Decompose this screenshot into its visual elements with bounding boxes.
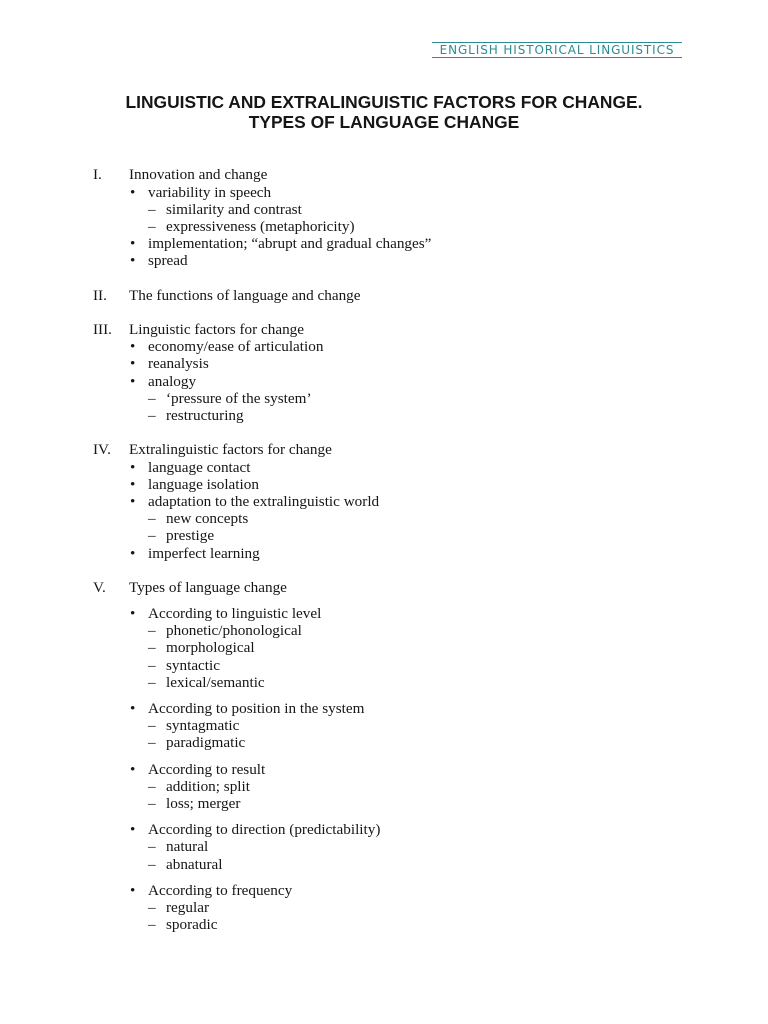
sub-item-text: lexical/semantic bbox=[166, 673, 265, 691]
bullet-item bbox=[0, 459, 768, 476]
bullet-marker: • bbox=[130, 252, 136, 270]
bullet-item-text: implementation; “abrupt and gradual changes” bbox=[148, 235, 432, 253]
sub-item bbox=[0, 390, 768, 407]
bullet-item-text: imperfect learning bbox=[148, 544, 260, 562]
dash-marker: – bbox=[148, 200, 156, 218]
sub-item bbox=[0, 856, 768, 873]
bullet-item bbox=[0, 882, 768, 899]
bullet-item bbox=[0, 700, 768, 717]
sub-item bbox=[0, 510, 768, 527]
section-numeral: I. bbox=[93, 166, 102, 184]
dash-marker: – bbox=[148, 717, 156, 735]
dash-marker: – bbox=[148, 916, 156, 934]
sub-item bbox=[0, 717, 768, 734]
sub-item-text: regular bbox=[166, 898, 210, 916]
dash-marker: – bbox=[148, 855, 156, 873]
bullet-item-text: reanalysis bbox=[148, 355, 209, 373]
sub-item bbox=[0, 218, 768, 235]
bullet-marker: • bbox=[130, 355, 136, 373]
bullet-item bbox=[0, 252, 768, 269]
bullet-item-text: According to result bbox=[148, 760, 266, 778]
sub-item-text: paradigmatic bbox=[166, 734, 246, 752]
section-heading bbox=[0, 579, 768, 596]
sub-item bbox=[0, 778, 768, 795]
bullet-item-text: adaptation to the extralinguistic world bbox=[148, 492, 380, 510]
dash-marker: – bbox=[148, 777, 156, 795]
bullet-marker: • bbox=[130, 458, 136, 476]
section-heading bbox=[0, 166, 768, 183]
sub-item-text: ‘pressure of the system’ bbox=[166, 389, 312, 407]
bullet-item bbox=[0, 355, 768, 372]
section-heading-text: Extralinguistic factors for change bbox=[129, 441, 332, 459]
bullet-item bbox=[0, 821, 768, 838]
sub-item bbox=[0, 201, 768, 218]
section-numeral: V. bbox=[93, 578, 106, 596]
section-heading bbox=[0, 441, 768, 458]
document-title bbox=[0, 92, 768, 132]
bullet-marker: • bbox=[130, 544, 136, 562]
section-numeral: II. bbox=[93, 286, 107, 304]
bullet-group bbox=[0, 700, 768, 752]
bullet-item bbox=[0, 545, 768, 562]
sub-item-text: new concepts bbox=[166, 510, 249, 528]
sub-item-text: sporadic bbox=[166, 916, 218, 934]
bullet-item-text: spread bbox=[148, 252, 188, 270]
sub-item-text: abnatural bbox=[166, 855, 223, 873]
bullet-item-text: According to frequency bbox=[148, 881, 293, 899]
document-title-line-2: TYPES OF LANGUAGE CHANGE bbox=[248, 112, 520, 132]
section-heading bbox=[0, 287, 768, 304]
bullet-item-text: variability in speech bbox=[148, 183, 272, 201]
bullet-item bbox=[0, 235, 768, 252]
bullet-item bbox=[0, 493, 768, 510]
dash-marker: – bbox=[148, 898, 156, 916]
section-v bbox=[0, 579, 768, 933]
bullet-item-text: language contact bbox=[148, 458, 251, 476]
document-title-line-1: LINGUISTIC AND EXTRALINGUISTIC FACTORS FOR CHANGE. bbox=[125, 92, 643, 112]
section-ii bbox=[0, 287, 768, 304]
bullet-item-text: analogy bbox=[148, 372, 197, 390]
dash-marker: – bbox=[148, 656, 156, 674]
sub-item bbox=[0, 734, 768, 751]
dash-marker: – bbox=[148, 217, 156, 235]
section-heading-text: Types of language change bbox=[129, 578, 287, 596]
sub-item-text: addition; split bbox=[166, 777, 250, 795]
running-header-title: ENGLISH HISTORICAL LINGUISTICS bbox=[439, 43, 675, 57]
dash-marker: – bbox=[148, 389, 156, 407]
sub-item-text: morphological bbox=[166, 639, 255, 657]
section-numeral: IV. bbox=[93, 441, 111, 459]
sub-item bbox=[0, 527, 768, 544]
bullet-group bbox=[0, 605, 768, 691]
bullet-item-text: According to linguistic level bbox=[148, 605, 322, 623]
sub-item-text: similarity and contrast bbox=[166, 200, 302, 218]
bullet-marker: • bbox=[130, 235, 136, 253]
section-heading bbox=[0, 321, 768, 338]
bullet-item bbox=[0, 184, 768, 201]
dash-marker: – bbox=[148, 639, 156, 657]
sub-item bbox=[0, 657, 768, 674]
bullet-marker: • bbox=[130, 475, 136, 493]
bullet-marker: • bbox=[130, 183, 136, 201]
dash-marker: – bbox=[148, 407, 156, 425]
bullet-item bbox=[0, 605, 768, 622]
bullet-group bbox=[0, 761, 768, 813]
sub-item bbox=[0, 622, 768, 639]
bullet-group bbox=[0, 882, 768, 934]
bullet-item-text: According to direction (predictability) bbox=[148, 821, 381, 839]
section-iii bbox=[0, 321, 768, 424]
section-numeral: III. bbox=[93, 321, 112, 339]
running-header bbox=[432, 42, 682, 58]
outline bbox=[0, 166, 768, 933]
sub-item bbox=[0, 795, 768, 812]
bullet-item-text: language isolation bbox=[148, 475, 259, 493]
bullet-marker: • bbox=[130, 821, 136, 839]
sub-item bbox=[0, 916, 768, 933]
dash-marker: – bbox=[148, 734, 156, 752]
bullet-marker: • bbox=[130, 760, 136, 778]
sub-item bbox=[0, 639, 768, 656]
bullet-marker: • bbox=[130, 605, 136, 623]
bullet-item-text: economy/ease of articulation bbox=[148, 338, 324, 356]
section-heading-text: The functions of language and change bbox=[129, 286, 361, 304]
sub-item-text: loss; merger bbox=[166, 794, 241, 812]
sub-item bbox=[0, 674, 768, 691]
sub-item bbox=[0, 899, 768, 916]
section-iv bbox=[0, 441, 768, 561]
bullet-item bbox=[0, 338, 768, 355]
bullet-item bbox=[0, 761, 768, 778]
dash-marker: – bbox=[148, 510, 156, 528]
sub-item bbox=[0, 838, 768, 855]
bullet-item bbox=[0, 476, 768, 493]
sub-item-text: syntactic bbox=[166, 656, 220, 674]
sub-item-text: syntagmatic bbox=[166, 717, 240, 735]
bullet-marker: • bbox=[130, 881, 136, 899]
bullet-item bbox=[0, 373, 768, 390]
dash-marker: – bbox=[148, 673, 156, 691]
bullet-marker: • bbox=[130, 338, 136, 356]
dash-marker: – bbox=[148, 838, 156, 856]
dash-marker: – bbox=[148, 794, 156, 812]
dash-marker: – bbox=[148, 527, 156, 545]
bullet-item-text: According to position in the system bbox=[148, 700, 365, 718]
dash-marker: – bbox=[148, 622, 156, 640]
section-heading-text: Linguistic factors for change bbox=[129, 321, 305, 339]
bullet-marker: • bbox=[130, 372, 136, 390]
sub-item-text: phonetic/phonological bbox=[166, 622, 302, 640]
sub-item bbox=[0, 407, 768, 424]
sub-item-text: natural bbox=[166, 838, 209, 856]
sub-item-text: prestige bbox=[166, 527, 215, 545]
section-heading-text: Innovation and change bbox=[129, 166, 268, 184]
bullet-group bbox=[0, 821, 768, 873]
bullet-marker: • bbox=[130, 700, 136, 718]
section-i bbox=[0, 166, 768, 269]
sub-item-text: restructuring bbox=[166, 407, 244, 425]
bullet-marker: • bbox=[130, 492, 136, 510]
sub-item-text: expressiveness (metaphoricity) bbox=[166, 217, 355, 235]
